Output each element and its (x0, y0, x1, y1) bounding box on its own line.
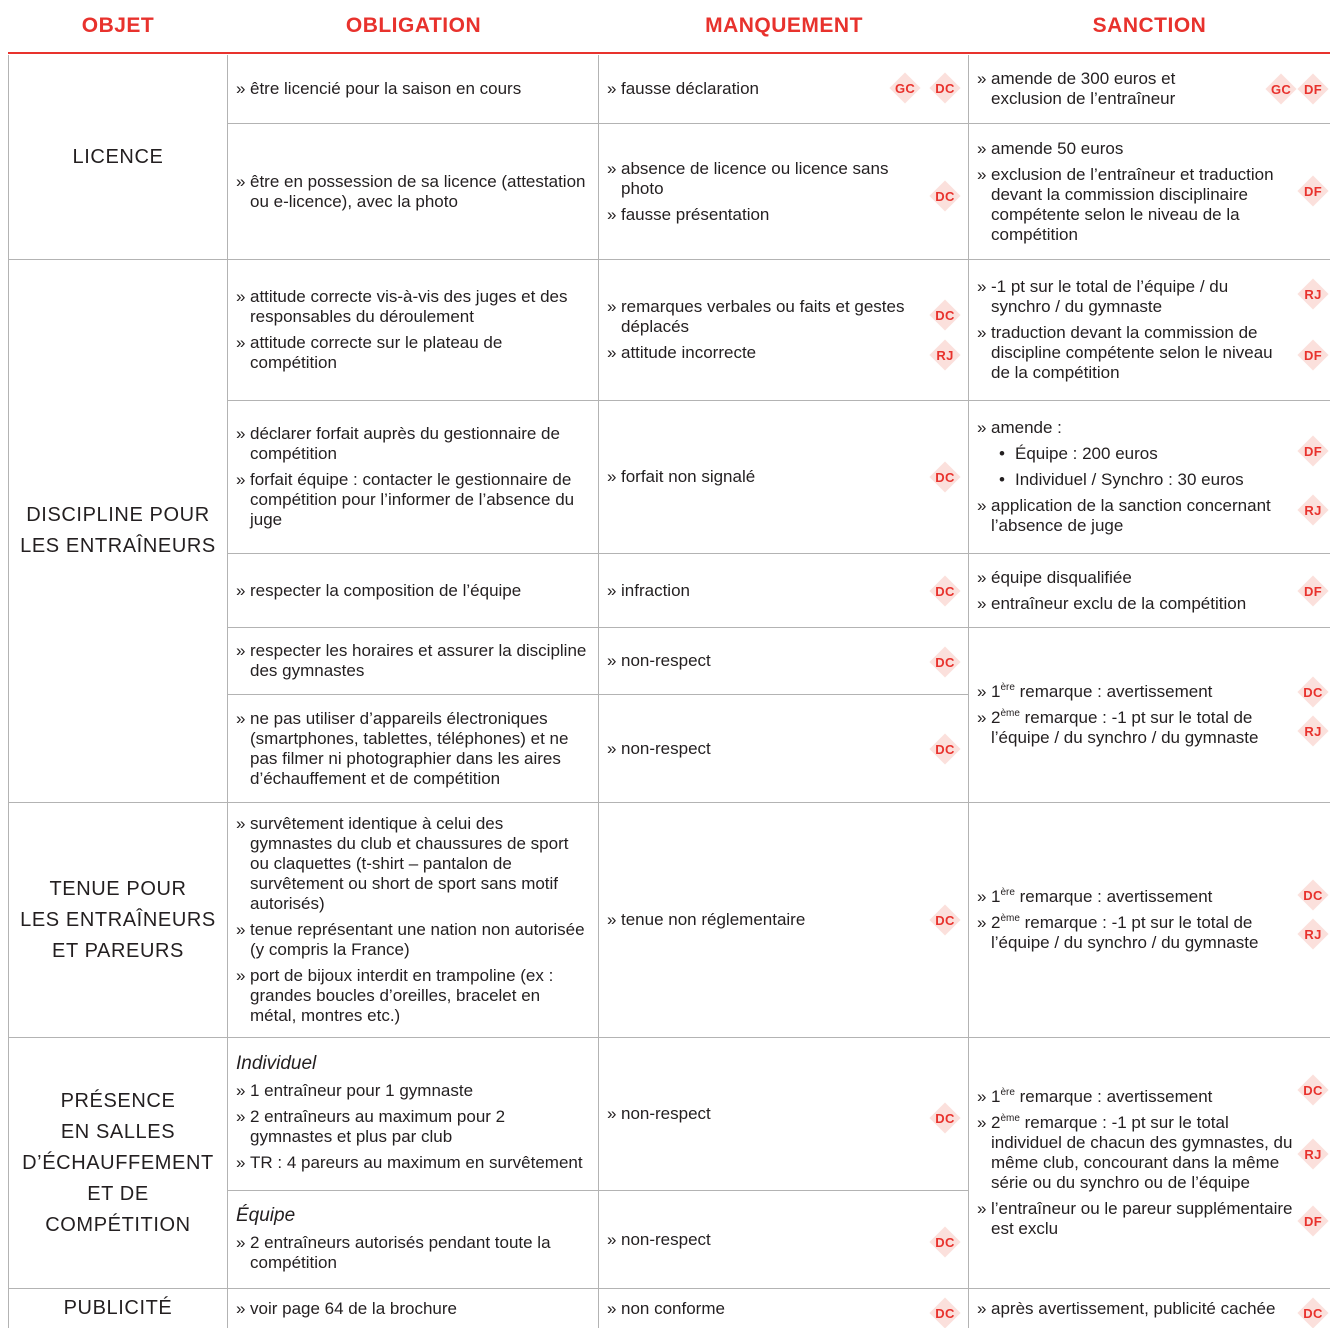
badge-label: DC (935, 583, 955, 599)
list-item: » équipe disqualifiée (977, 568, 1282, 588)
list-item: » voir page 64 de la brochure (236, 1299, 590, 1319)
list-item: » après avertissement, publicité cachée (977, 1299, 1282, 1319)
list-item (977, 1087, 1298, 1107)
badge-label: DC (935, 188, 955, 204)
list-item: » traduction devant la commission de discipline compétente selon le niveau de la compétition (977, 323, 1282, 383)
badge-label: RJ (1304, 723, 1322, 739)
bullet-item: • Individuel / Synchro : 30 euros (977, 470, 1282, 490)
list-item: » -1 pt sur le total de l’équipe / du synchro / du gymnaste (977, 277, 1282, 317)
remark-text: remarque : avertissement (1014, 887, 1213, 906)
manquement-r11 (599, 1289, 969, 1328)
section-title: Individuel (236, 1053, 317, 1074)
list-item (977, 708, 1282, 748)
obligation-r7 (228, 695, 599, 803)
list-item: » survêtement identique à celui des gymnastes du club et chaussures de sport ou claquettes (t-shirt – pantalon de survêtement ou short de sport sans motif autorisés) (236, 814, 590, 914)
sanction-r2 (969, 124, 1330, 260)
badge-df (1298, 74, 1328, 104)
manquement-r6 (599, 628, 969, 695)
badge-label: DF (1304, 81, 1322, 97)
bullet-item: • Équipe : 200 euros (977, 444, 1282, 464)
badge-dc (930, 181, 960, 211)
list-item: » forfait non signalé (607, 467, 924, 487)
badge-dc (1298, 880, 1328, 910)
obligation-r1 (228, 55, 599, 124)
manquement-r5 (599, 554, 969, 628)
manquement-r9 (599, 1038, 969, 1191)
list-item: » exclusion de l’entraîneur et traduction devant la commission disciplinaire compétente selon le niveau de la compétition (977, 165, 1282, 245)
objet-line: PRÉSENCE (60, 1089, 176, 1112)
ordinal: 2 (991, 708, 1001, 727)
list-item: » amende : (977, 418, 1282, 438)
badge-dc (930, 576, 960, 606)
obligation-r8 (228, 803, 599, 1038)
list-item: » non-respect (607, 1104, 924, 1124)
list-item: » non-respect (607, 1230, 924, 1250)
list-item: » attitude incorrecte (607, 343, 924, 363)
list-item: » remarques verbales ou faits et gestes déplacés (607, 297, 924, 337)
badge-label: DC (935, 912, 955, 928)
list-item: » être licencié pour la saison en cours (236, 79, 590, 99)
list-item: » respecter la composition de l’équipe (236, 581, 590, 601)
objet-tenue (8, 803, 228, 1038)
list-item: » non-respect (607, 651, 924, 671)
obligation-r6 (228, 628, 599, 695)
list-item: » fausse déclaration (607, 79, 888, 99)
list-item: » déclarer forfait auprès du gestionnaire de compétition (236, 424, 590, 464)
objet-line: TENUE POUR (49, 877, 187, 900)
list-item: » 2 entraîneurs autorisés pendant toute la compétition (236, 1233, 590, 1273)
badge-dc (930, 647, 960, 677)
badge-df (1298, 340, 1328, 370)
objet-line: D’ÉCHAUFFEMENT (22, 1151, 214, 1174)
sanction-r9 (969, 1038, 1330, 1289)
header-manquement: MANQUEMENT (705, 14, 863, 37)
objet-line: LES ENTRAÎNEURS (20, 535, 216, 557)
objet-discipline-label (20, 500, 216, 562)
badge-label: RJ (936, 347, 954, 363)
badge-rj (1298, 716, 1328, 746)
badge-df (1298, 436, 1328, 466)
badge-dc (930, 1103, 960, 1133)
list-item: » tenue non réglementaire (607, 910, 924, 930)
obligation-r4 (228, 401, 599, 554)
list-item: » ne pas utiliser d’appareils électroniques (smartphones, tablettes, téléphones) et ne pas filmer ni photographier dans les aires d’échauffement et de compétition (236, 709, 590, 789)
ordinal-suffix: ère (1000, 887, 1015, 898)
manquement-r10 (599, 1191, 969, 1289)
list-item: » fausse présentation (607, 205, 924, 225)
list-item: » attitude correcte sur le plateau de compétition (236, 333, 590, 373)
badge-rj (1298, 919, 1328, 949)
badge-gc (890, 73, 920, 103)
obligation-r11 (228, 1289, 599, 1328)
remark-text: remarque : avertissement (1014, 1087, 1213, 1106)
badge-label: DF (1304, 443, 1322, 459)
ordinal-suffix: ème (1000, 1113, 1020, 1124)
badge-label: DC (935, 80, 955, 96)
manquement-r2 (599, 124, 969, 260)
sanction-r6 (969, 628, 1330, 803)
badge-label: GC (894, 80, 916, 96)
badge-dc (1298, 1075, 1328, 1105)
sanction-r8 (969, 803, 1330, 1038)
list-item: » tenue représentant une nation non autorisée (y compris la France) (236, 920, 590, 960)
list-item (977, 1113, 1298, 1193)
badge-rj (1298, 495, 1328, 525)
header-obligation: OBLIGATION (345, 14, 482, 37)
badge-label: DC (1303, 887, 1323, 903)
badge-gc (1266, 74, 1296, 104)
sanction-r3 (969, 260, 1330, 401)
header-objet: OBJET (81, 14, 155, 37)
badge-df (1298, 576, 1328, 606)
manquement-r7 (599, 695, 969, 803)
badge-dc (930, 462, 960, 492)
list-item: » forfait équipe : contacter le gestionnaire de compétition pour l’informer de l’absence du juge (236, 470, 590, 530)
badge-label: DC (935, 307, 955, 323)
section-title: Équipe (236, 1204, 296, 1226)
badge-dc (930, 905, 960, 935)
badge-label: DC (935, 469, 955, 485)
remark-text: remarque : -1 pt sur le total de l’équipe / du synchro / du gymnaste (991, 913, 1259, 952)
list-item: » respecter les horaires et assurer la discipline des gymnastes (236, 641, 590, 681)
badge-label: RJ (1304, 286, 1322, 302)
objet-line: DISCIPLINE POUR (26, 504, 210, 526)
header-sanction: SANCTION (1092, 14, 1207, 37)
badge-rj (1298, 279, 1328, 309)
obligation-r5 (228, 554, 599, 628)
list-item: » être en possession de sa licence (attestation ou e-licence), avec la photo (236, 172, 590, 212)
badge-dc (930, 1298, 960, 1328)
objet-line: ET DE (87, 1182, 149, 1205)
list-item: » 1 entraîneur pour 1 gymnaste (236, 1081, 590, 1101)
badge-label: GC (1270, 81, 1292, 97)
objet-licence-label: LICENCE (72, 145, 164, 168)
badge-dc (1298, 677, 1328, 707)
badge-label: DC (935, 741, 955, 757)
sanction-r11 (969, 1289, 1330, 1328)
list-item: » entraîneur exclu de la compétition (977, 594, 1282, 614)
objet-presence-label (22, 1086, 214, 1241)
list-item: » infraction (607, 581, 924, 601)
objet-licence (8, 55, 228, 260)
badge-label: DC (1303, 1082, 1323, 1098)
ordinal: 2 (991, 1113, 1001, 1132)
objet-publicite-label: PUBLICITÉ (63, 1297, 173, 1319)
obligation-r10 (228, 1191, 599, 1289)
objet-line: EN SALLES (60, 1120, 176, 1143)
badge-label: DF (1304, 583, 1322, 599)
badge-label: DC (935, 1110, 955, 1126)
badge-label: DF (1304, 347, 1322, 363)
badge-label: DC (935, 1305, 955, 1321)
list-item (977, 887, 1282, 907)
ordinal-suffix: ère (1000, 682, 1015, 693)
badge-label: DC (935, 1234, 955, 1250)
ordinal: 2 (991, 913, 1001, 932)
header-rule (8, 52, 1330, 54)
obligation-r2 (228, 124, 599, 260)
remark-text: remarque : -1 pt sur le total individuel de chacun des gymnastes, du même club, concourant dans la même série ou du synchro ou de l’équipe (991, 1113, 1293, 1192)
sanction-r4 (969, 401, 1330, 554)
remark-text: remarque : -1 pt sur le total de l’équipe / du synchro / du gymnaste (991, 708, 1259, 747)
list-item (977, 913, 1282, 953)
list-item: » port de bijoux interdit en trampoline (ex : grandes boucles d’oreilles, bracelet en métal, montres etc.) (236, 966, 590, 1026)
list-item: » TR : 4 pareurs au maximum en survêtement (236, 1153, 590, 1173)
badge-label: RJ (1304, 926, 1322, 942)
sanction-r5 (969, 554, 1330, 628)
ordinal-suffix: ère (1000, 1087, 1015, 1098)
badge-label: DC (1303, 684, 1323, 700)
objet-publicite (8, 1289, 228, 1328)
badge-dc (1298, 1298, 1328, 1328)
list-item: » absence de licence ou licence sans photo (607, 159, 924, 199)
manquement-r3 (599, 260, 969, 401)
ordinal: 1 (991, 1087, 1001, 1106)
objet-line: LES ENTRAÎNEURS (20, 908, 216, 931)
ordinal: 1 (991, 682, 1001, 701)
badge-dc (930, 1227, 960, 1257)
list-item: » non-respect (607, 739, 924, 759)
list-item: » application de la sanction concernant l’absence de juge (977, 496, 1282, 536)
manquement-r4 (599, 401, 969, 554)
objet-presence (8, 1038, 228, 1289)
obligation-r3 (228, 260, 599, 401)
list-item: » attitude correcte vis-à-vis des juges et des responsables du déroulement (236, 287, 590, 327)
badge-label: DF (1304, 1213, 1322, 1229)
list-item (977, 682, 1282, 702)
ordinal-suffix: ème (1000, 708, 1020, 719)
objet-tenue-label (20, 874, 216, 967)
badge-rj (1298, 1139, 1328, 1169)
list-item: » amende 50 euros (977, 139, 1282, 159)
list-item: » amende de 300 euros et exclusion de l’entraîneur (977, 69, 1248, 109)
objet-discipline (8, 260, 228, 803)
badge-label: DC (1303, 1305, 1323, 1321)
badge-label: DC (935, 654, 955, 670)
badge-label: RJ (1304, 1146, 1322, 1162)
badge-dc (930, 734, 960, 764)
badge-rj (930, 340, 960, 370)
remark-text: remarque : avertissement (1014, 682, 1213, 701)
ordinal-suffix: ème (1000, 913, 1020, 924)
badge-df (1298, 1206, 1328, 1236)
badge-label: RJ (1304, 502, 1322, 518)
list-item: » 2 entraîneurs au maximum pour 2 gymnastes et plus par club (236, 1107, 590, 1147)
badge-df (1298, 176, 1328, 206)
list-item: » l’entraîneur ou le pareur supplémentaire est exclu (977, 1199, 1298, 1239)
objet-line: ET PAREURS (52, 939, 184, 962)
table-header (0, 8, 1330, 46)
manquement-r8 (599, 803, 969, 1038)
badge-label: DF (1304, 183, 1322, 199)
ordinal: 1 (991, 887, 1001, 906)
objet-line: COMPÉTITION (45, 1213, 191, 1236)
list-item: » non conforme (607, 1299, 924, 1319)
obligation-r9 (228, 1038, 599, 1191)
badge-dc (930, 73, 960, 103)
badge-dc (930, 300, 960, 330)
